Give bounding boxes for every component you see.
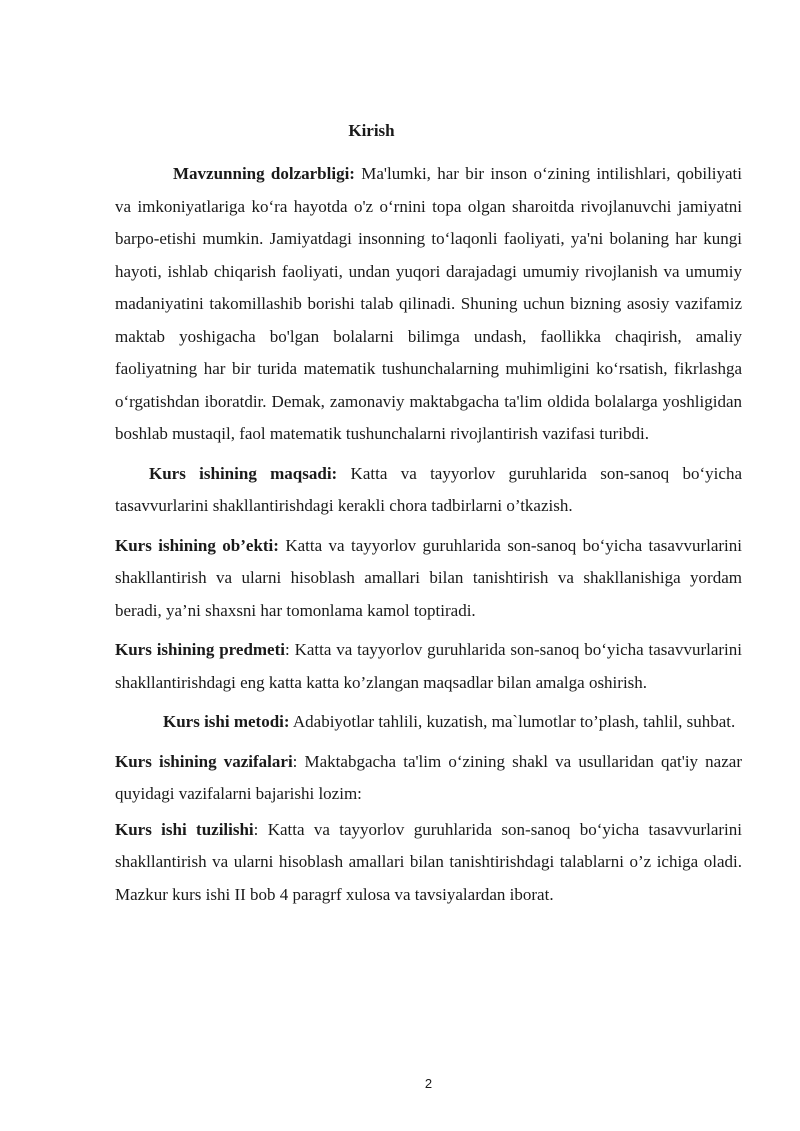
page-number: 2 xyxy=(424,1076,433,1091)
paragraph-method xyxy=(115,706,742,739)
paragraph-goal xyxy=(115,458,742,523)
paragraph-label: Kurs ishining ob’ekti: xyxy=(115,535,279,555)
paragraph-relevance xyxy=(115,158,742,451)
paragraph-object xyxy=(115,530,742,628)
paragraph-label: Kurs ishining maqsadi: xyxy=(149,463,338,483)
paragraph-text: : Katta va tayyorlov guruhlarida son-sanoq bo‘yicha tasavvurlarini shakllantirishdagi eng katta katta ko’zlangan maqsadlar bilan amalga oshirish. xyxy=(115,640,742,692)
paragraph-label: Kurs ishining vazifalari xyxy=(115,751,293,771)
paragraph-label: Mavzunning dolzarbligi: xyxy=(173,164,355,183)
paragraph-label: Kurs ishining predmeti xyxy=(115,640,285,659)
document-page xyxy=(115,0,742,1131)
section-heading: Kirish xyxy=(348,121,395,140)
paragraph-tasks xyxy=(115,746,742,811)
paragraph-structure xyxy=(115,814,742,912)
paragraph-text: Katta va tayyorlov guruhlarida son-sanoq bo‘yicha tasavvurlarini shakllantirish va ularni hisoblash amallari bilan tanishtirish va shakllanishiga yordam beradi, ya’ni shaxsni har tomonlama kamol toptiradi. xyxy=(115,535,742,620)
paragraph-text: : Maktabgacha ta'lim o‘zining shakl va usullaridan qat'iy nazar quyidagi vazifalarni bajarishi lozim: xyxy=(115,751,742,803)
body-text xyxy=(115,158,742,911)
paragraph-text: Ma'lumki, har bir inson o‘zining intilishlari, qobiliyati va imkoniyatlariga ko‘ra hayotda o'z o‘rnini topa olgan sharoitda rivojlanuvchi jamiyatni barpo-etishi mumkin. Jamiyatdagi insonning to‘laqonli faoliyati, ya'ni bolaning har kungi hayoti, ishlab chiqarish faoliyati, undan yuqori darajadagi umumiy rivojlanish va umumiy madaniyatini takomillashib borishi talab qilinadi. Shuning uchun bizning asosiy vazifamiz maktab yoshigacha bo'lgan bolalarni bilimga undash, faollikka chaqirish, amaliy faoliyatning har bir turida matematik tushunchalarning muhimligini ko‘rsatish, fikrlashga o‘rgatishdan iboratdir. Demak, zamonaviy maktabgacha ta'lim oldida bolalarga yoshligidan boshlab mustaqil, faol matematik tushunchalarni rivojlantirish vazifasi turibdi. xyxy=(115,164,743,443)
paragraph-text: : Katta va tayyorlov guruhlarida son-sanoq bo‘yicha tasavvurlarini shakllantirish va ularni hisoblash amallari bilan tanishtirishdagi talablarni o’z ichiga oladi. Mazkur kurs ishi II bob 4 paragrf xulosa va tavsiyalardan iborat. xyxy=(115,819,742,904)
paragraph-text: Katta va tayyorlov guruhlarida son-sanoq bo‘yicha tasavvurlarini shakllantirishdagi kerakli chora tadbirlarni o’tkazish. xyxy=(115,463,742,515)
paragraph-text: Adabiyotlar tahlili, kuzatish, ma`lumotlar to’plash, tahlil, suhbat. xyxy=(289,712,736,731)
paragraph-label: Kurs ishi tuzilishi xyxy=(115,819,254,839)
paragraph-label: Kurs ishi metodi: xyxy=(163,712,290,731)
paragraph-subject xyxy=(115,634,742,699)
